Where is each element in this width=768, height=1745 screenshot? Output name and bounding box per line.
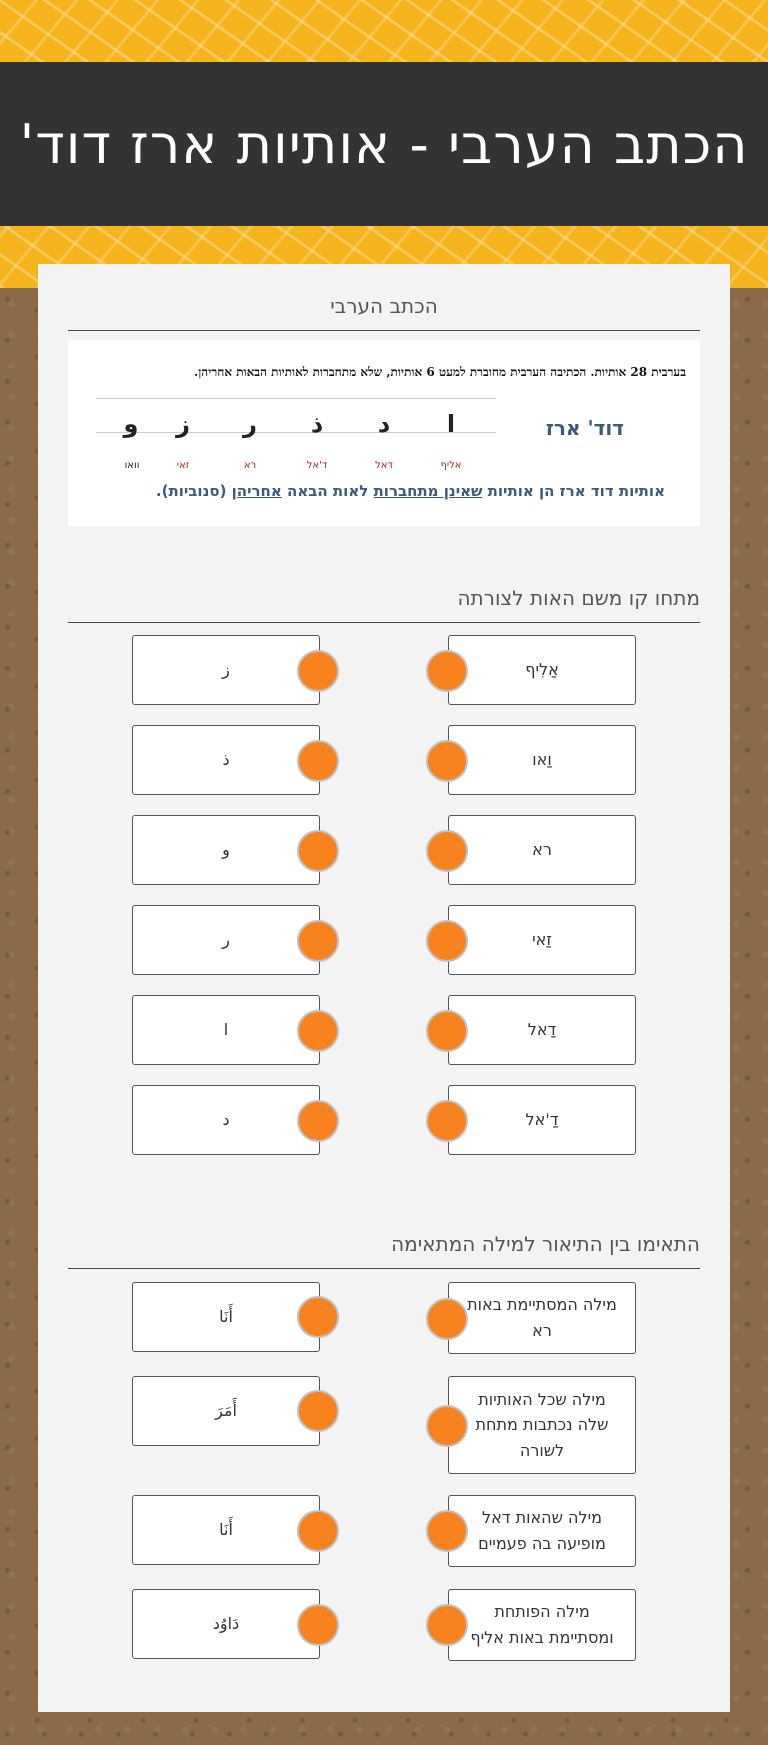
letter-name-card[interactable]: דַאל bbox=[448, 995, 636, 1065]
summary-part: (סנוביות). bbox=[155, 482, 232, 500]
letter-name-card[interactable]: וַאו bbox=[448, 725, 636, 795]
letter-alif: ا bbox=[446, 410, 456, 438]
letter-name-card[interactable]: רא bbox=[448, 815, 636, 885]
letter-waw: و bbox=[123, 410, 139, 438]
word-card[interactable]: دَاوُد bbox=[132, 1589, 320, 1659]
connector-dot-left[interactable] bbox=[426, 650, 468, 692]
letter-name-alif: אליף bbox=[440, 460, 462, 471]
summary-underlined-1: שאינן מתחברות bbox=[373, 482, 483, 500]
connector-dot-right[interactable] bbox=[297, 1390, 339, 1432]
connector-dot-right[interactable] bbox=[297, 1296, 339, 1338]
letter-shape-card[interactable]: ر bbox=[132, 905, 320, 975]
connector-dot-left[interactable] bbox=[426, 1298, 468, 1340]
letter-dal: د bbox=[377, 410, 391, 438]
letter-shape-card[interactable]: د bbox=[132, 1085, 320, 1155]
letter-shape-card[interactable]: و bbox=[132, 815, 320, 885]
connector-dot-left[interactable] bbox=[426, 740, 468, 782]
page-title: הכתב הערבי - אותיות ארז דוד' bbox=[19, 112, 749, 176]
summary-part: אותיות דוד ארז הן אותיות bbox=[482, 482, 665, 500]
summary-part: לאות הבאה bbox=[281, 482, 374, 500]
letter-name-waw: וואו bbox=[124, 460, 140, 471]
connector-dot-right[interactable] bbox=[297, 1010, 339, 1052]
word-card[interactable]: أَنَا bbox=[132, 1282, 320, 1352]
intro-text: בערבית 28 אותיות. הכתיבה הערבית מחוברת למעט 6 אותיות, שלא מתחברות לאותיות הבאות אחריהן. bbox=[194, 365, 686, 379]
letter-shape-card[interactable]: ز bbox=[132, 635, 320, 705]
connector-dot-left[interactable] bbox=[426, 1405, 468, 1447]
connector-dot-left[interactable] bbox=[426, 830, 468, 872]
letter-name-dhal: ד'אל bbox=[306, 460, 328, 471]
letter-name-dal: דאל bbox=[375, 460, 393, 471]
info-box bbox=[68, 340, 700, 526]
section-title-arabic-script: הכתב הערבי bbox=[68, 294, 700, 331]
writing-line-top bbox=[96, 398, 496, 399]
summary-text bbox=[156, 482, 665, 500]
section-title-match-letters: מתחו קו משם האות לצורתה bbox=[68, 586, 700, 623]
summary-underlined-2: אחריהן bbox=[231, 482, 282, 500]
connector-dot-right[interactable] bbox=[297, 650, 339, 692]
description-card[interactable]: מילה שהאות דאל מופיעה בה פעמיים bbox=[448, 1495, 636, 1567]
letter-dhal: ذ bbox=[310, 410, 324, 438]
word-card[interactable]: أَمَرَ bbox=[132, 1376, 320, 1446]
letter-name-card[interactable]: דַ'אל bbox=[448, 1085, 636, 1155]
connector-dot-right[interactable] bbox=[297, 740, 339, 782]
description-card[interactable]: מילה הפותחת ומסתיימת באות אליף bbox=[448, 1589, 636, 1661]
connector-dot-right[interactable] bbox=[297, 830, 339, 872]
connector-dot-right[interactable] bbox=[297, 920, 339, 962]
connector-dot-left[interactable] bbox=[426, 1100, 468, 1142]
letter-name-card[interactable]: אַלִיף bbox=[448, 635, 636, 705]
connector-dot-left[interactable] bbox=[426, 1510, 468, 1552]
description-card[interactable]: מילה המסתיימת באות רא bbox=[448, 1282, 636, 1354]
connector-dot-right[interactable] bbox=[297, 1100, 339, 1142]
letter-ra: ر bbox=[243, 410, 257, 438]
letter-shape-card[interactable]: ا bbox=[132, 995, 320, 1065]
letter-zay: ز bbox=[176, 410, 190, 438]
letter-name-zay: זאי bbox=[176, 460, 190, 471]
letter-shape-card[interactable]: ذ bbox=[132, 725, 320, 795]
connector-dot-right[interactable] bbox=[297, 1604, 339, 1646]
letter-name-card[interactable]: זַאי bbox=[448, 905, 636, 975]
connector-dot-left[interactable] bbox=[426, 1010, 468, 1052]
letter-group-label: דוד' ארז bbox=[545, 416, 624, 440]
section-title-match-words: התאימו בין התיאור למילה המתאימה bbox=[68, 1232, 700, 1269]
word-card[interactable]: أَنَا bbox=[132, 1495, 320, 1565]
connector-dot-left[interactable] bbox=[426, 1604, 468, 1646]
connector-dot-left[interactable] bbox=[426, 920, 468, 962]
description-card[interactable]: מילה שכל האותיות שלה נכתבות מתחת לשורה bbox=[448, 1376, 636, 1474]
connector-dot-right[interactable] bbox=[297, 1510, 339, 1552]
page-title-bar bbox=[0, 62, 768, 226]
worksheet-card bbox=[38, 264, 730, 1712]
letter-name-ra: רא bbox=[243, 460, 257, 471]
